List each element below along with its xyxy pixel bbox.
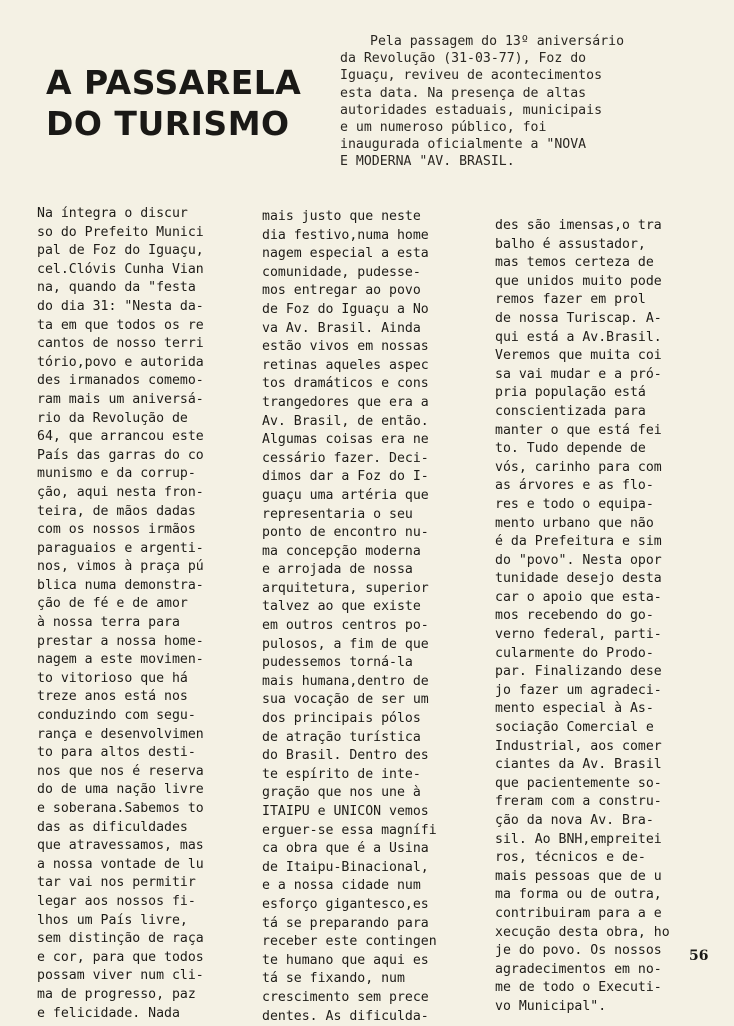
- intro-line: inaugurada oficialmente a "NOVA: [340, 137, 587, 153]
- text-line: munismo e da corrup-: [37, 466, 196, 482]
- text-line: do "povo". Nesta opor: [495, 552, 662, 568]
- text-line: ciantes da Av. Brasil: [495, 757, 662, 773]
- intro-line: Iguaçu, reviveu de acontecimentos: [340, 68, 603, 84]
- text-line: va Av. Brasil. Ainda: [262, 320, 421, 336]
- text-line: pudessemos torná-la: [262, 655, 413, 671]
- text-line: receber este contingen: [262, 934, 437, 950]
- text-line: nos que nos é reserva: [37, 763, 204, 779]
- text-line: ma forma ou de outra,: [495, 887, 662, 903]
- text-line: to. Tudo depende de: [495, 441, 646, 457]
- text-line: País das garras do co: [37, 447, 204, 463]
- text-line: mais pessoas que de u: [495, 868, 662, 884]
- text-line: to vitorioso que há: [37, 670, 188, 686]
- text-line: tá se preparando para: [262, 915, 429, 931]
- intro-line: e um numeroso público, foi: [340, 120, 547, 136]
- text-line: a nossa vontade de lu: [37, 856, 204, 872]
- text-line: ta em que todos os re: [37, 317, 204, 333]
- text-line: verno federal, parti-: [495, 627, 662, 643]
- text-line: res e todo o equipa-: [495, 496, 654, 512]
- text-line: par. Finalizando dese: [495, 664, 662, 680]
- text-line: de Foz do Iguaçu a No: [262, 301, 429, 317]
- text-line: Industrial, aos comer: [495, 738, 662, 754]
- intro-line: Pela passagem do 13º aniversário: [370, 34, 625, 49]
- text-line: vós, carinho para com: [495, 459, 662, 475]
- text-line: dia festivo,numa home: [262, 227, 429, 243]
- text-line: jo fazer um agradeci-: [495, 682, 662, 698]
- text-line: conduzindo com segu-: [37, 708, 196, 724]
- text-line: talvez ao que existe: [262, 599, 421, 615]
- text-line: cularmente do Prodo-: [495, 645, 654, 661]
- text-line: Veremos que muita coi: [495, 348, 662, 364]
- text-line: dos principais pólos: [262, 711, 421, 727]
- text-line: trangedores que era a: [262, 394, 429, 410]
- text-line: remos fazer em prol: [495, 292, 646, 308]
- text-column-2: [262, 208, 477, 1026]
- text-line: rio da Revolução de: [37, 410, 188, 426]
- text-line: ros, técnicos e de-: [495, 850, 646, 866]
- text-line: as árvores e as flo-: [495, 478, 654, 494]
- text-line: guaçu uma artéria que: [262, 487, 429, 503]
- intro-line: esta data. Na presença de altas: [340, 85, 587, 101]
- text-line: ção de fé e de amor: [37, 596, 188, 612]
- text-line: cessário fazer. Deci-: [262, 450, 429, 466]
- text-line: cel.Clóvis Cunha Vian: [37, 261, 204, 277]
- title-line: DO TURISMO: [46, 104, 290, 143]
- text-line: gração que nos une à: [262, 785, 421, 801]
- text-line: teira, de mãos dadas: [37, 503, 196, 519]
- text-line: Algumas coisas era ne: [262, 432, 429, 448]
- text-line: tunidade desejo desta: [495, 571, 662, 587]
- text-line: e felicidade. Nada: [37, 1005, 180, 1021]
- text-line: ma de progresso, paz: [37, 986, 196, 1002]
- text-line: Na íntegra o discur: [37, 206, 188, 221]
- text-line: mais humana,dentro de: [262, 673, 429, 689]
- text-line: rança e desenvolvimen: [37, 726, 204, 742]
- intro-line: da Revolução (31-03-77), Foz do: [340, 51, 587, 67]
- text-line: nagem especial a esta: [262, 246, 429, 262]
- text-line: estão vivos em nossas: [262, 339, 429, 355]
- text-line: ção, aqui nesta fron-: [37, 484, 204, 500]
- text-line: do dia 31: "Nesta da-: [37, 298, 204, 314]
- text-line: de atração turística: [262, 729, 421, 745]
- text-line: e arrojada de nossa: [262, 562, 413, 578]
- text-line: manter o que está fei: [495, 422, 662, 438]
- text-line: qui está a Av.Brasil.: [495, 329, 662, 345]
- text-line: que unidos muito pode: [495, 273, 662, 289]
- text-line: ma concepção moderna: [262, 543, 421, 559]
- text-line: de nossa Turiscap. A-: [495, 310, 662, 326]
- page-number: 56: [689, 948, 709, 964]
- text-line: pal de Foz do Iguaçu,: [37, 243, 204, 259]
- text-line: representaria o seu: [262, 506, 413, 522]
- text-line: so do Prefeito Munici: [37, 224, 204, 240]
- text-line: ção da nova Av. Bra-: [495, 813, 654, 828]
- text-line: vo Municipal".: [495, 998, 607, 1014]
- text-line: treze anos está nos: [37, 689, 188, 705]
- text-line: na, quando da "festa: [37, 280, 196, 296]
- text-line: tório,povo e autorida: [37, 354, 204, 370]
- text-line: 64, que arrancou este: [37, 429, 204, 445]
- text-line: que atravessamos, mas: [37, 838, 204, 854]
- text-line: blica numa demonstra-: [37, 577, 204, 593]
- text-line: mais justo que neste: [262, 209, 421, 224]
- text-line: dentes. As dificulda-: [262, 1008, 429, 1024]
- text-line: é da Prefeitura e sim: [495, 534, 662, 550]
- text-line: dimos dar a Foz do I-: [262, 469, 429, 485]
- text-line: te humano que aqui es: [262, 952, 429, 968]
- text-line: prestar a nossa home-: [37, 633, 204, 649]
- text-line: ram mais um aniversá-: [37, 391, 204, 407]
- text-line: agradecimentos em no-: [495, 961, 662, 977]
- text-line: Av. Brasil, de então.: [262, 413, 429, 429]
- text-line: do Brasil. Dentro des: [262, 748, 429, 764]
- text-line: em outros centros po-: [262, 618, 429, 634]
- text-line: balho é assustador,: [495, 236, 646, 252]
- text-line: sa vai mudar e a pró-: [495, 366, 662, 382]
- text-line: nagem a este movimen-: [37, 652, 204, 668]
- text-line: contribuiram para a e: [495, 905, 662, 921]
- text-line: sua vocação de ser um: [262, 692, 429, 708]
- text-line: ca obra que é a Usina: [262, 841, 429, 857]
- text-line: me de todo o Executi-: [495, 980, 662, 996]
- text-line: arquitetura, superior: [262, 580, 429, 596]
- text-line: e cor, para que todos: [37, 949, 204, 965]
- text-line: conscientizada para: [495, 403, 646, 419]
- text-line: ITAIPU e UNICON vemos: [262, 804, 429, 819]
- text-line: legar aos nossos fi-: [37, 893, 196, 909]
- text-line: ponto de encontro nu-: [262, 525, 429, 541]
- text-line: je do povo. Os nossos: [495, 943, 662, 959]
- text-line: à nossa terra para: [37, 615, 180, 631]
- text-line: xecução desta obra, ho: [495, 924, 670, 940]
- text-line: sil. Ao BNH,empreitei: [495, 831, 662, 847]
- text-line: das as dificuldades: [37, 819, 188, 835]
- text-line: tar vai nos permitir: [37, 875, 196, 891]
- text-line: lhos um País livre,: [37, 912, 188, 928]
- text-column-3: [495, 217, 710, 1017]
- article-title: [46, 62, 301, 144]
- text-line: des são imensas,o tra: [495, 218, 662, 233]
- text-line: com os nossos irmãos: [37, 522, 196, 538]
- text-line: e a nossa cidade num: [262, 878, 421, 894]
- text-line: te espírito de inte-: [262, 766, 421, 782]
- text-line: sociação Comercial e: [495, 720, 654, 736]
- text-line: esforço gigantesco,es: [262, 896, 429, 912]
- text-line: sem distinção de raça: [37, 931, 204, 947]
- text-line: mos entregar ao povo: [262, 283, 421, 299]
- text-line: erguer-se essa magnífi: [262, 822, 437, 838]
- text-line: comunidade, pudesse-: [262, 264, 421, 280]
- text-line: tá se fixando, num: [262, 971, 405, 987]
- text-line: mento urbano que não: [495, 515, 654, 531]
- text-line: de Itaipu-Binacional,: [262, 859, 429, 875]
- text-line: paraguaios e argenti-: [37, 540, 204, 556]
- text-line: mas temos certeza de: [495, 255, 654, 271]
- text-line: to para altos desti-: [37, 745, 196, 761]
- text-line: car o apoio que esta-: [495, 589, 662, 605]
- text-line: e soberana.Sabemos to: [37, 801, 204, 816]
- text-column-1: [37, 205, 247, 1023]
- text-line: mos recebendo do go-: [495, 608, 654, 624]
- intro-line: autoridades estaduais, municipais: [340, 102, 603, 118]
- text-line: possam viver num cli-: [37, 968, 204, 984]
- text-line: mento especial à As-: [495, 701, 654, 717]
- intro-line: E MODERNA "AV. BRASIL.: [340, 154, 515, 170]
- title-line: A PASSARELA: [46, 63, 302, 102]
- text-line: pria população está: [495, 385, 646, 401]
- text-line: que pacientemente so-: [495, 775, 662, 791]
- text-line: crescimento sem prece: [262, 989, 429, 1005]
- text-line: freram com a constru-: [495, 794, 662, 810]
- text-line: do de uma nação livre: [37, 782, 204, 798]
- text-line: retinas aqueles aspec: [262, 357, 429, 373]
- text-line: tos dramáticos e cons: [262, 376, 429, 392]
- text-line: nos, vimos à praça pú: [37, 559, 204, 575]
- text-line: pulosos, a fim de que: [262, 636, 429, 652]
- intro-paragraph: [340, 33, 700, 171]
- text-line: des irmanados comemo-: [37, 373, 204, 389]
- text-line: cantos de nosso terri: [37, 336, 204, 352]
